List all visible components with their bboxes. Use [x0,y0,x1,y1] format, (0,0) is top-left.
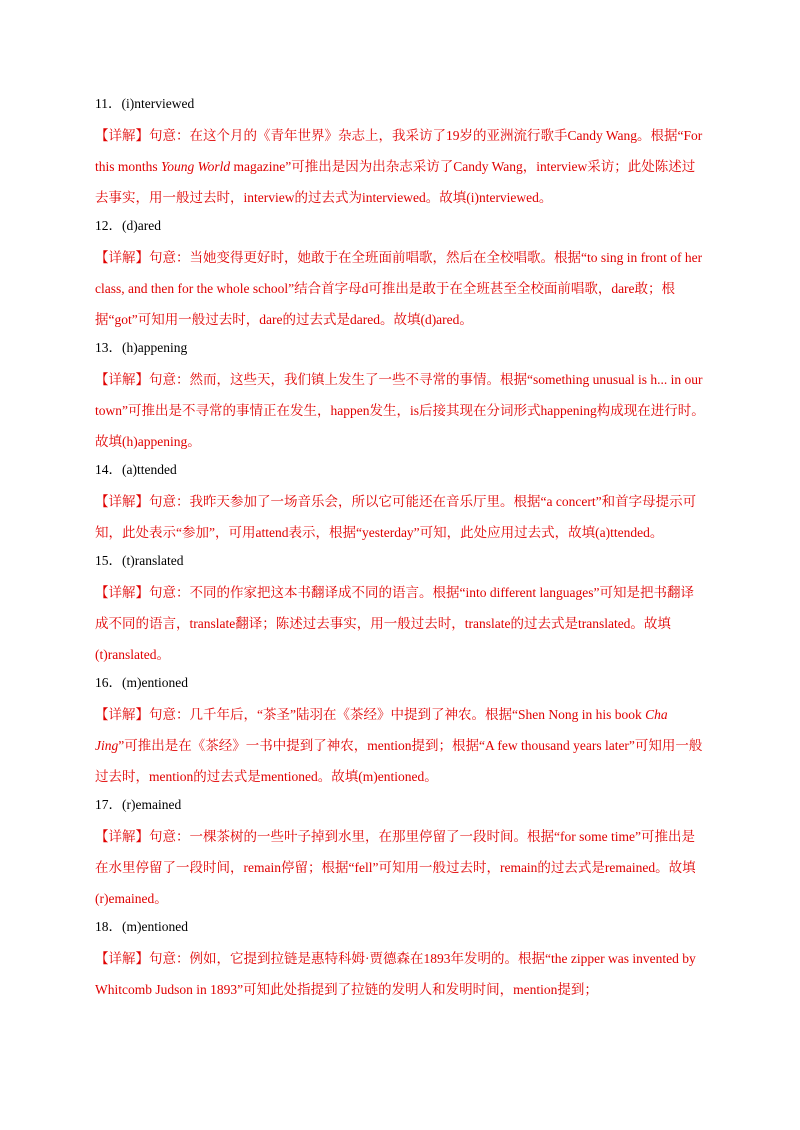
italic-title-text: Cha Jing [95,707,668,753]
detail-text: 句意：一棵茶树的一些叶子掉到水里，在那里停留了一段时间。根据“for some time”可推出是在水里停留了一段时间，remain停留；根据“fell”可知用一般过去时，remain的过去式是remained。故填(r)emained。 [95,829,696,906]
question-number: 13． [95,340,122,355]
detail-text: 句意：我昨天参加了一场音乐会，所以它可能还在音乐厅里。根据“a concert”和首字母提示可知，此处表示“参加”，可用attend表示，根据“yesterday”可知，此处应用过去式，故填(a)ttended。 [95,494,697,540]
answer-text: (i)nterviewed [121,96,195,111]
answer-text: (r)emained [122,797,182,812]
question-number: 16． [95,675,122,690]
question-number: 14． [95,462,122,477]
detail-label: 【详解】 [95,585,149,600]
answer-text: (h)appening [122,340,188,355]
answer-line [95,796,705,814]
answer-line [95,217,705,235]
answer-text: (d)ared [122,218,161,233]
detail-explanation [95,699,705,792]
detail-text: 句意：然而，这些天，我们镇上发生了一些不寻常的事情。根据“something unusual is h... in our town”可推出是不寻常的事情正在发生，happen发生，is后接其现在分词形式happening构成现在进行时。故填(h)appening。 [95,372,705,449]
detail-explanation [95,364,705,457]
question-number: 15． [95,553,122,568]
answer-text: (t)ranslated [122,553,184,568]
answer-text: (m)entioned [122,919,188,934]
detail-label: 【详解】 [95,707,149,722]
answer-line [95,461,705,479]
detail-text: 句意：在这个月的《青年世界》杂志上，我采访了19岁的亚洲流行歌手Candy Wang。根据“For this months [95,128,703,174]
detail-text: 句意：当她变得更好时，她敢于在全班面前唱歌，然后在全校唱歌。根据“to sing in front of her class, and then for the whole school”结合首字母d可推出是敢于在全班甚至全校面前唱歌，dare敢；根据“got”可知用一般过去时，dare的过去式是dared。故填(d)ared。 [95,250,703,327]
answer-line [95,918,705,936]
detail-text: 句意：几千年后，“茶圣”陆羽在《茶经》中提到了神农。根据“Shen Nong in his book [149,707,646,722]
detail-explanation [95,120,705,213]
detail-label: 【详解】 [95,250,149,265]
detail-label: 【详解】 [95,829,149,844]
detail-text: 句意：例如，它提到拉链是惠特科姆·贾德森在1893年发明的。根据“the zipper was invented by Whitcomb Judson in 1893”可知此处指提到了拉链的发明人和发明时间，mention提到； [95,951,696,997]
answer-key-page [95,95,705,1009]
answer-line [95,552,705,570]
question-number: 18． [95,919,122,934]
question-number: 11． [95,96,122,111]
detail-label: 【详解】 [95,951,149,966]
detail-text: magazine”可推出是因为出杂志采访了Candy Wang，interview采访；此处陈述过去事实，用一般过去时，interview的过去式为interviewed。故填(i)nterviewed。 [95,159,696,205]
detail-text: 句意：不同的作家把这本书翻译成不同的语言。根据“into different languages”可知是把书翻译成不同的语言，translate翻译；陈述过去事实，用一般过去时，translate的过去式是translated。故填(t)ranslated。 [95,585,694,662]
detail-explanation [95,943,705,1005]
answer-text: (m)entioned [122,675,188,690]
answer-line [95,339,705,357]
detail-label: 【详解】 [95,494,149,509]
italic-title-text: Young World [161,159,231,174]
detail-explanation [95,486,705,548]
detail-explanation [95,577,705,670]
question-number: 12． [95,218,122,233]
detail-label: 【详解】 [95,128,149,143]
answer-line [95,674,705,692]
question-number: 17． [95,797,122,812]
detail-label: 【详解】 [95,372,149,387]
answer-text: (a)ttended [122,462,177,477]
answer-line [95,95,705,113]
detail-explanation [95,242,705,335]
detail-text: ”可推出是在《茶经》一书中提到了神农，mention提到；根据“A few thousand years later”可知用一般过去时，mention的过去式是mentioned。故填(m)entioned。 [95,738,703,784]
detail-explanation [95,821,705,914]
